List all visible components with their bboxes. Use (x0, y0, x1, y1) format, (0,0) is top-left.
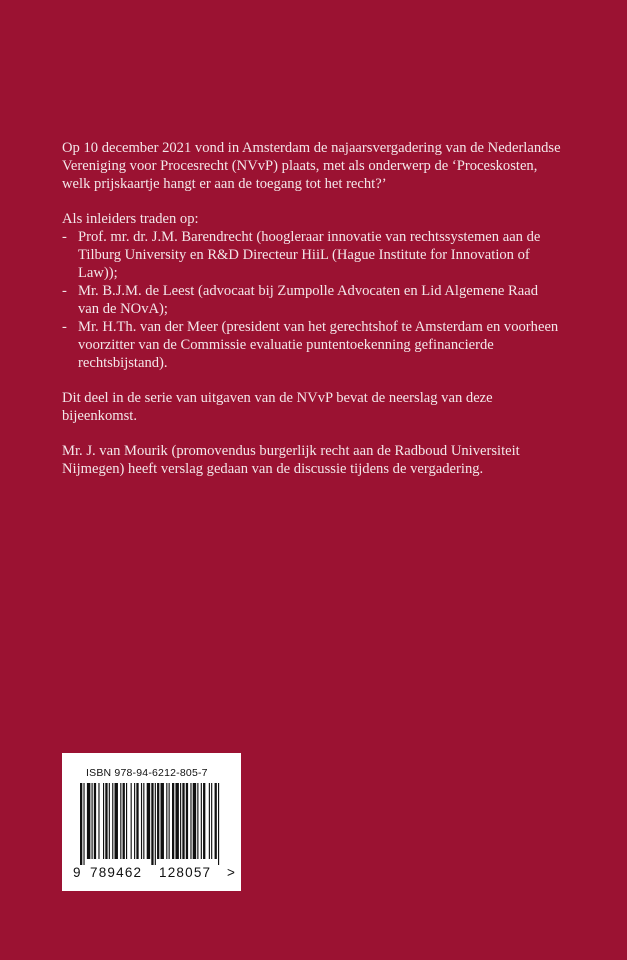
barcode-bar (87, 783, 90, 859)
barcode-box (62, 753, 241, 891)
barcode-bar (112, 783, 113, 859)
barcode-bar (175, 783, 178, 859)
barcode-icon (80, 783, 223, 865)
list-dash: - (62, 283, 67, 299)
barcode-bar (143, 783, 144, 859)
series-paragraph: Dit deel in de serie van uitgaven van de NVvP bevat de neerslag van deze bijeenkomst. (62, 390, 493, 424)
report-paragraph: Mr. J. van Mourik (promovendus burgerlijk recht aan de Radboud Universiteit Nijmegen) heeft verslag gedaan van de discussie tijdens de vergadering. (62, 443, 520, 477)
barcode-bar (201, 783, 202, 859)
barcode-bar (155, 783, 156, 865)
barcode-bar (136, 783, 138, 859)
barcode-bar (131, 783, 132, 859)
barcode-bar (197, 783, 198, 859)
barcode-bar (180, 783, 181, 859)
barcode-bar (186, 783, 188, 859)
barcode-bar (190, 783, 191, 859)
barcode-bar (141, 783, 142, 859)
barcode-bar (166, 783, 167, 859)
list-dash: - (62, 319, 67, 335)
barcode-bar (115, 783, 118, 859)
barcode-bar (161, 783, 164, 859)
barcode-bar (92, 783, 93, 859)
back-cover-text (62, 139, 562, 495)
barcode-bar (157, 783, 159, 859)
barcode-bar (211, 783, 212, 859)
intro-paragraph: Op 10 december 2021 vond in Amsterdam de najaarsvergadering van de Nederlandse Vereniging voor Procesrecht (NVvP) plaats, met als onderwerp de ‘Proceskosten, welk prijskaartje hangt er aan de toegang tot het recht?’ (62, 140, 561, 192)
isbn-label: ISBN 978-94-6212-805-7 (86, 767, 208, 779)
barcode-bar (182, 783, 184, 859)
list-item (62, 228, 562, 282)
barcode-bar (147, 783, 150, 859)
isbn-marker: > (227, 865, 235, 880)
barcode-bar (151, 783, 153, 865)
barcode-bar (83, 783, 84, 865)
barcode-bar (218, 783, 219, 865)
barcode-bar (215, 783, 217, 859)
barcode-bar (193, 783, 196, 859)
barcode-bar (134, 783, 135, 859)
barcode-bar (209, 783, 210, 859)
isbn-left-digits: 789462 (90, 865, 143, 880)
speakers-section (62, 210, 562, 372)
barcode-bar (123, 783, 125, 859)
list-item (62, 318, 562, 372)
list-item (62, 282, 562, 318)
speakers-list (62, 228, 562, 372)
isbn-right-digits: 128057 (159, 865, 212, 880)
barcode-bar (103, 783, 104, 859)
barcode-bar (105, 783, 107, 859)
barcode-bar (98, 783, 99, 859)
speaker-text: Prof. mr. dr. J.M. Barendrecht (hoogleraar innovatie van rechtssystemen aan de Tilburg University en R&D Directeur HiiL (Hague Institute for Innovation of Law)); (78, 229, 541, 281)
barcode-bar (94, 783, 96, 859)
isbn-lead-digit: 9 (73, 865, 81, 880)
barcode-bar (126, 783, 127, 859)
speaker-text: Mr. B.J.M. de Leest (advocaat bij Zumpolle Advocaten en Lid Algemene Raad van de NOvA); (78, 283, 538, 317)
barcode-bar (109, 783, 110, 859)
barcode-bar (120, 783, 121, 859)
barcode-bar (203, 783, 205, 859)
speakers-intro: Als inleiders traden op: (62, 211, 199, 227)
barcode-bar (169, 783, 170, 859)
speaker-text: Mr. H.Th. van der Meer (president van het gerechtshof te Amsterdam en voorheen voorzitter van de Commissie evaluatie puntentoekenning gefinancierde rechtsbijstand). (78, 319, 559, 371)
list-dash: - (62, 229, 67, 245)
barcode-bar (172, 783, 174, 859)
barcode-bar (80, 783, 82, 865)
